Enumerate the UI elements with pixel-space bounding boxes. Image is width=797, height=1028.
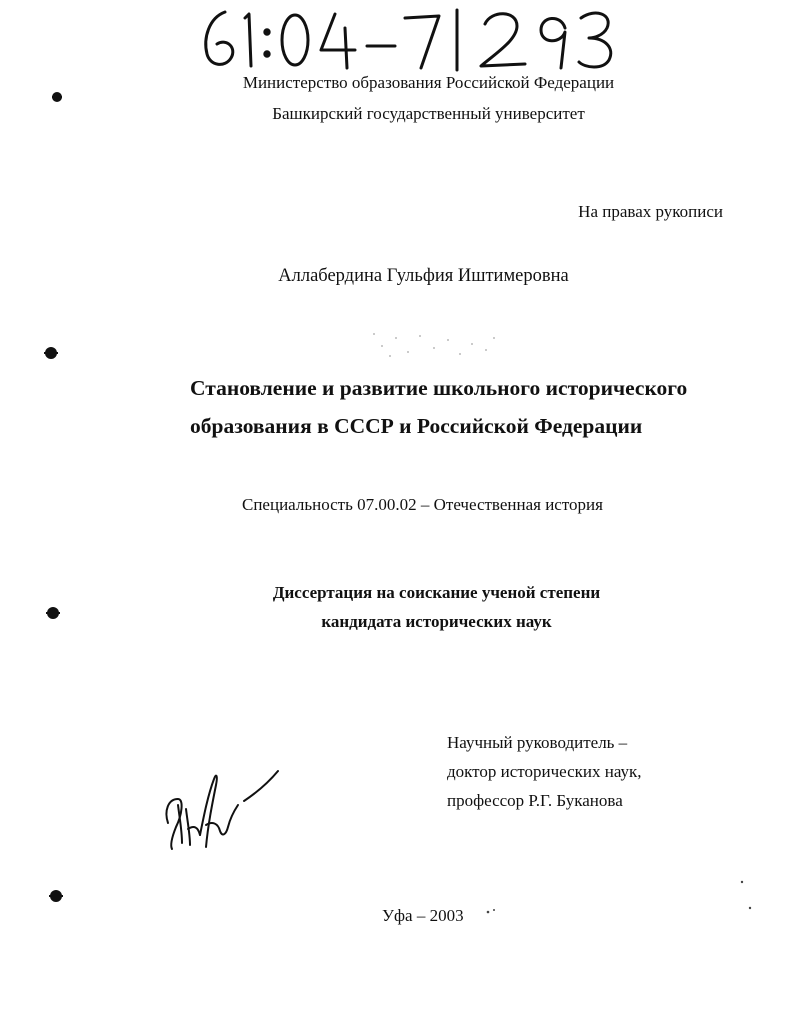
supervisor-line-3: профессор Р.Г. Буканова xyxy=(447,791,623,810)
supervisor-line-1: Научный руководитель – xyxy=(447,733,628,752)
author-name: Аллабердина Гульфия Иштимеровна xyxy=(278,266,569,286)
handwritten-archive-number xyxy=(195,4,625,74)
specialty: Специальность 07.00.02 – Отечественная история xyxy=(242,495,603,514)
degree-line-1: Диссертация на соискание ученой степени xyxy=(272,583,601,602)
ministry-line: Министерство образования Российской Федерации xyxy=(242,73,615,92)
punch-hole-2 xyxy=(43,345,59,366)
scan-dots xyxy=(480,880,760,935)
scan-speckle xyxy=(368,326,508,367)
university-line: Башкирский государственный университет xyxy=(272,104,585,123)
degree-line-2: кандидата исторических наук xyxy=(321,612,552,631)
author-signature xyxy=(160,765,290,860)
supervisor-line-2: доктор исторических наук, xyxy=(447,762,642,781)
manuscript-rights: На правах рукописи xyxy=(578,202,723,221)
punch-hole-4 xyxy=(48,888,64,909)
thesis-title-line-1: Становление и развитие школьного исторического xyxy=(190,376,688,400)
place-year: Уфа – 2003 xyxy=(382,906,464,925)
thesis-title-line-2: образования в СССР и Российской Федерации xyxy=(190,414,643,438)
